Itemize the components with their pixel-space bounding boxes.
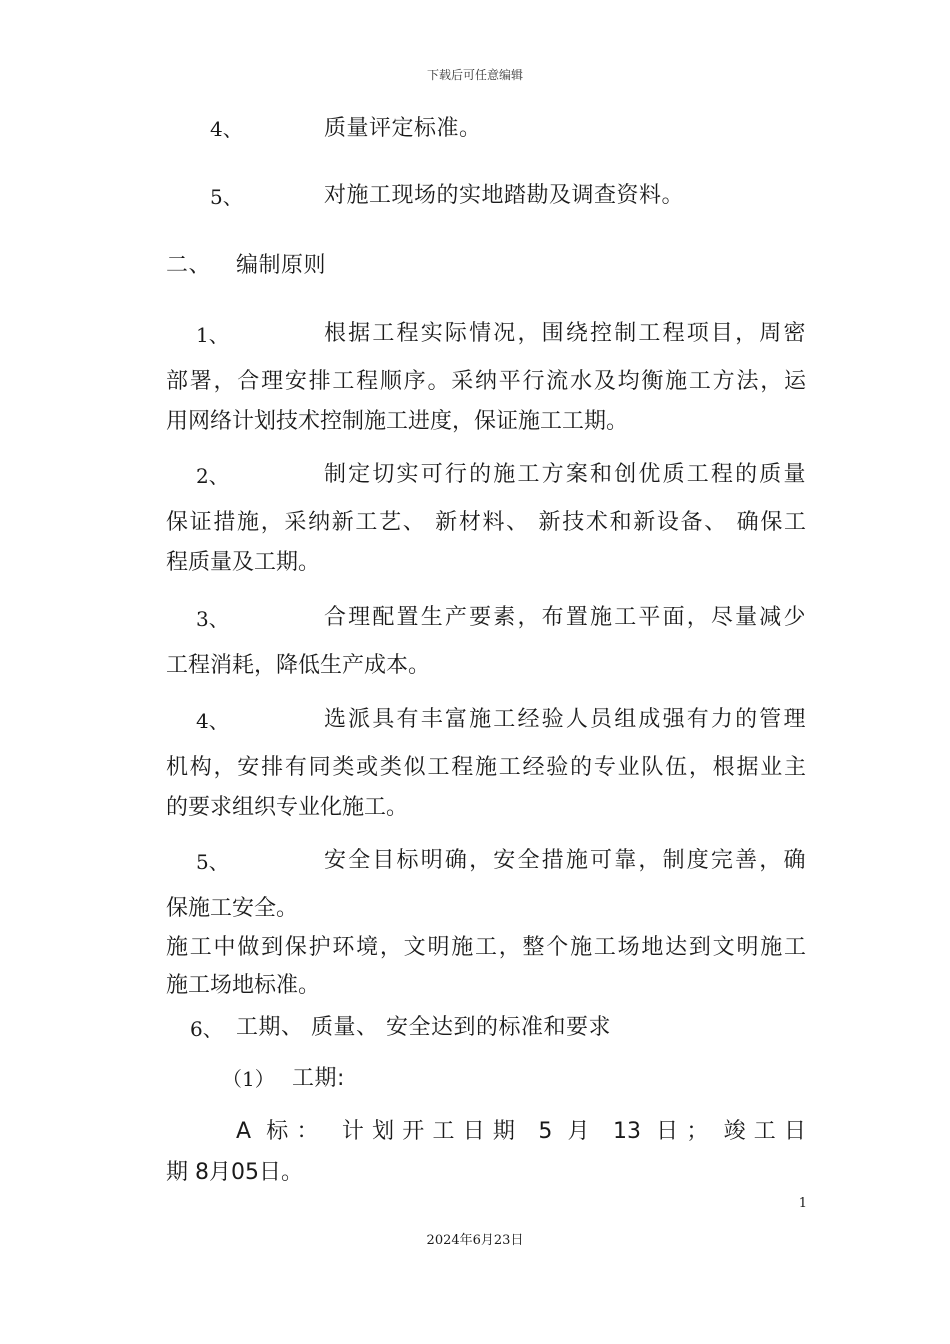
page-number: 1 (798, 1196, 807, 1211)
paragraph-line: 选派具有丰富施工经验人员组成强有力的管理 (324, 707, 806, 732)
paragraph-line: 工程消耗，降低生产成本。 (166, 653, 431, 678)
paragraph-line: 的要求组织专业化施工。 (166, 795, 409, 820)
paragraph-line: 根据工程实际情况，围绕控制工程项目，周密 (324, 321, 806, 346)
list-text: 对施工现场的实地踏勘及调查资料。 (324, 183, 685, 208)
paragraph-line: 程质量及工期。 (166, 550, 321, 575)
paragraph-number: 1、 (196, 323, 229, 347)
paragraph-number: 2、 (196, 464, 229, 488)
section-title: 编制原则 (236, 253, 327, 278)
list-text: 工期、 质量、 安全达到的标准和要求 (236, 1015, 611, 1040)
page-header: 下载后可任意编辑 (426, 68, 523, 82)
paragraph-line: 部署，合理安排工程顺序。采纳平行流水及均衡施工方法，运 (166, 369, 806, 394)
list-number: 4、 (210, 117, 243, 141)
list-number: 6、 (190, 1017, 223, 1041)
paragraph-line: 合理配置生产要素，布置施工平面，尽量减少 (324, 605, 806, 630)
list-text: 质量评定标准。 (324, 116, 482, 141)
schedule-line: A 标： 计划开工日期 5 月 13 日； 竣工日 (236, 1119, 806, 1144)
paragraph-line: 用网络计划技术控制施工进度，保证施工工期。 (166, 409, 629, 434)
paragraph-line: 施工场地标准。 (166, 973, 321, 998)
paragraph-line: 保施工安全。 (166, 896, 299, 921)
paragraph-line: 保证措施，采纳新工艺、 新材料、 新技术和新设备、 确保工 (166, 510, 806, 535)
paragraph-number: 3、 (196, 607, 229, 631)
paragraph-number: 4、 (196, 709, 229, 733)
footer-date: 2024年6月23日 (426, 1233, 524, 1248)
paragraph-line: 机构，安排有同类或类似工程施工经验的专业队伍，根据业主 (166, 755, 806, 780)
schedule-line: 期 8月05日。 (166, 1160, 303, 1185)
list-number: 5、 (210, 185, 243, 209)
paragraph-line: 施工中做到保护环境，文明施工，整个施工场地达到文明施工 (166, 935, 806, 960)
paragraph-number: 5、 (196, 850, 229, 874)
paragraph-line: 制定切实可行的施工方案和创优质工程的质量 (324, 462, 806, 487)
paragraph-line: 安全目标明确，安全措施可靠，制度完善，确 (324, 848, 806, 873)
sub-item-text: 工期: (292, 1066, 345, 1091)
sub-item-number: （1） (222, 1067, 275, 1091)
section-number: 二、 (166, 253, 212, 278)
